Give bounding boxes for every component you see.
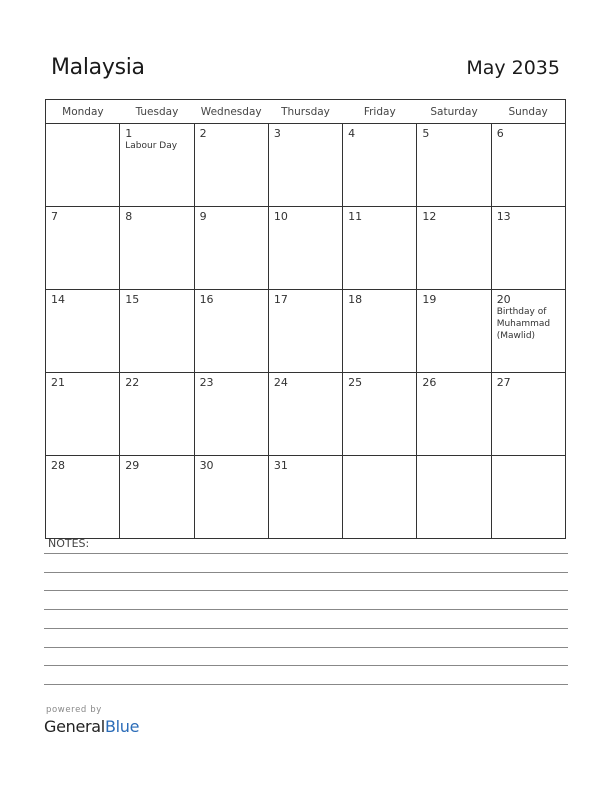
generalblue-logo[interactable]: [44, 717, 139, 736]
day-cell: [46, 207, 120, 290]
day-cell: [120, 373, 194, 456]
day-cell: [194, 290, 268, 373]
day-cell: [343, 207, 417, 290]
day-cell: [46, 290, 120, 373]
day-number: 21: [51, 376, 65, 389]
day-cell: [194, 207, 268, 290]
day-number: 17: [273, 293, 288, 306]
day-number: 28: [51, 459, 65, 472]
day-number: 15: [125, 293, 140, 306]
day-number: 6: [496, 127, 504, 140]
day-cell: [120, 124, 194, 207]
note-line: [44, 572, 568, 573]
day-cell: [194, 456, 268, 539]
day-cell: [491, 373, 565, 456]
note-line: [44, 684, 568, 685]
day-number: 10: [273, 210, 288, 223]
day-cell: [343, 456, 417, 539]
day-cell: [343, 290, 417, 373]
week-row: [46, 290, 566, 373]
powered-by-text: powered by: [46, 705, 102, 715]
note-line: [44, 665, 568, 666]
day-number: 9: [199, 210, 207, 223]
weekday-header: Saturday: [417, 100, 491, 124]
day-cell: [491, 207, 565, 290]
logo-general-text: General: [44, 717, 105, 736]
day-cell: [417, 207, 491, 290]
weekday-header: Wednesday: [194, 100, 268, 124]
weekday-header: Tuesday: [120, 100, 194, 124]
note-line: [44, 647, 568, 648]
day-number: 13: [496, 210, 511, 223]
holiday-label: Labour Day: [125, 141, 178, 151]
note-line: [44, 590, 568, 591]
day-cell: [268, 373, 342, 456]
notes-label: NOTES:: [48, 537, 90, 550]
note-line: [44, 628, 568, 629]
country-title: Malaysia: [51, 55, 145, 80]
day-cell: [343, 124, 417, 207]
day-number: 19: [422, 293, 437, 306]
weekday-header: Sunday: [491, 100, 565, 124]
day-number: 30: [199, 459, 214, 472]
logo-blue-text: Blue: [104, 717, 140, 736]
day-cell: [417, 290, 491, 373]
day-cell: [46, 456, 120, 539]
day-number: 25: [348, 376, 363, 389]
day-cell: [343, 373, 417, 456]
weekday-header: Monday: [46, 100, 120, 124]
weekday-header: Friday: [343, 100, 417, 124]
day-number: 26: [422, 376, 437, 389]
day-number: 24: [273, 376, 288, 389]
note-line: [44, 609, 568, 610]
day-number: 4: [348, 127, 356, 140]
day-number: 8: [125, 210, 133, 223]
day-cell: [46, 373, 120, 456]
week-row: [46, 124, 566, 207]
day-cell: [417, 124, 491, 207]
day-cell: [268, 207, 342, 290]
calendar-grid: [45, 99, 566, 539]
day-number: 18: [348, 293, 363, 306]
day-number: 27: [496, 376, 511, 389]
day-cell: [491, 456, 565, 539]
day-number: 23: [199, 376, 214, 389]
day-number: 11: [348, 210, 363, 223]
week-row: [46, 373, 566, 456]
day-cell: [491, 124, 565, 207]
day-number: 16: [199, 293, 214, 306]
day-cell: [417, 373, 491, 456]
day-cell: [120, 207, 194, 290]
note-line: [44, 553, 568, 554]
day-number: 5: [422, 127, 430, 140]
day-cell: [194, 373, 268, 456]
day-cell: [417, 456, 491, 539]
day-cell: [194, 124, 268, 207]
day-number: 29: [125, 459, 140, 472]
day-cell: [46, 124, 120, 207]
day-cell: [491, 290, 565, 373]
day-cell: [268, 124, 342, 207]
day-cell: [268, 456, 342, 539]
day-number: 2: [199, 127, 207, 140]
day-number: 14: [51, 293, 65, 306]
week-row: [46, 456, 566, 539]
day-number: 1: [125, 127, 133, 140]
month-year-title: May 2035: [466, 57, 560, 79]
day-number: 3: [273, 127, 281, 140]
day-cell: [120, 290, 194, 373]
day-cell: [120, 456, 194, 539]
holiday-label: Birthday of Muhammad (Mawlid): [496, 307, 551, 341]
day-number: 20: [496, 293, 511, 306]
day-number: 22: [125, 376, 140, 389]
day-number: 12: [422, 210, 437, 223]
week-row: [46, 207, 566, 290]
day-number: 7: [51, 210, 58, 223]
weekday-header-row: [46, 100, 566, 124]
day-number: 31: [273, 459, 288, 472]
weekday-header: Thursday: [268, 100, 342, 124]
day-cell: [268, 290, 342, 373]
